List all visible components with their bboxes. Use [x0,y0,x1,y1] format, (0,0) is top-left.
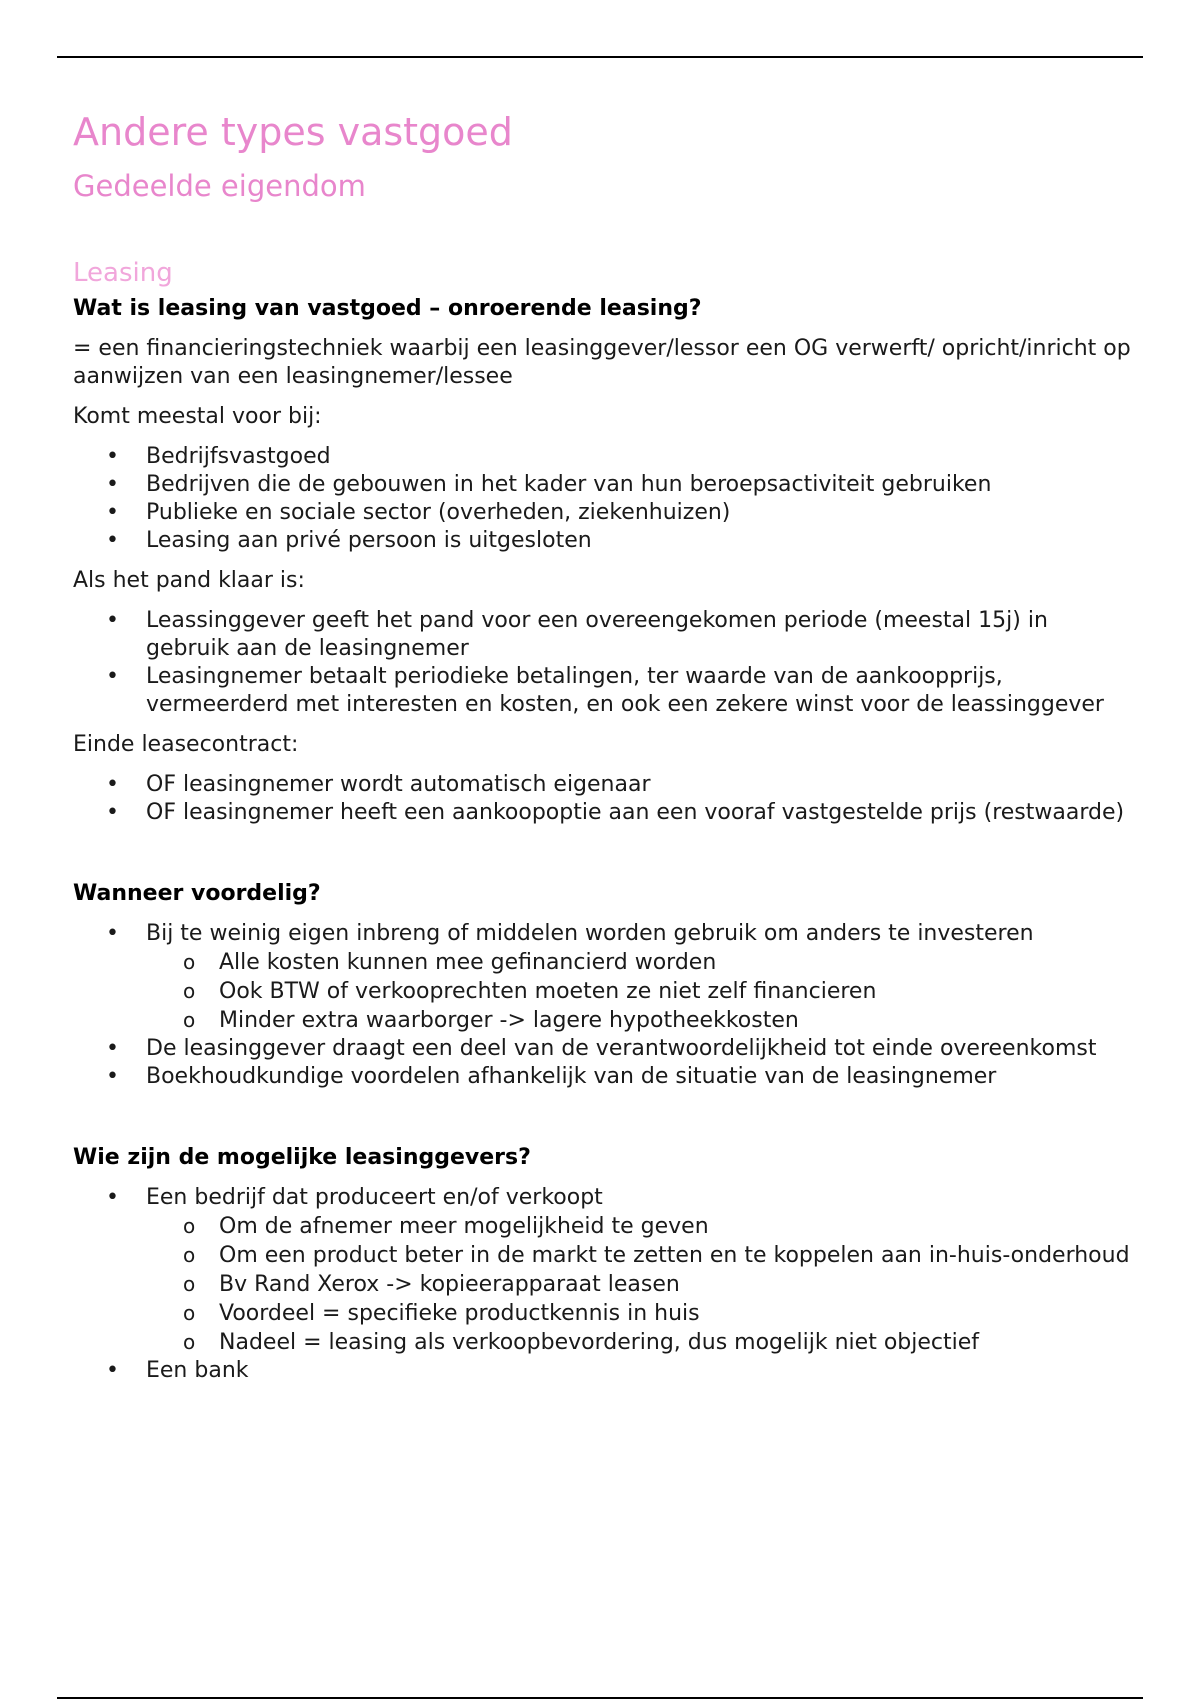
occurs-list [73,443,1133,555]
sub-list-item-text: Minder extra waarborger -> lagere hypotheekkosten [219,1008,799,1033]
page-subtitle: Gedeelde eigendom [73,169,366,203]
bullet-icon: • [106,772,119,797]
bullet-icon: • [106,1064,119,1089]
occurs-intro: Komt meestal voor bij: [73,404,322,429]
list-item-text: Bedrijfsvastgoed [146,444,331,469]
bullet-icon: • [106,1036,119,1061]
list-item-text: Publieke en sociale sector (overheden, ziekenhuizen) [146,500,731,525]
bullet-icon: • [106,921,119,946]
list-item [73,1357,1133,1385]
sub-list-item-text: Om een product beter in de markt te zetten en te koppelen aan in-huis-onderhoud [219,1243,1130,1268]
question-what-is-leasing: Wat is leasing van vastgoed – onroerende leasing? [73,296,702,321]
end-list [73,771,1133,827]
sub-list-item-text: Voordeel = specifieke productkennis in huis [219,1301,700,1326]
list-item-text: Boekhoudkundige voordelen afhankelijk van de situatie van de leasingnemer [146,1064,997,1089]
section-heading-leasing: Leasing [73,258,173,288]
definition-text: = een financieringstechniek waarbij een leasinggever/lessor een OG verwerft/ opricht/inricht op aanwijzen van een leasingnemer/lessee [73,336,1131,389]
bullet-icon: • [106,608,119,633]
list-item [73,663,1133,719]
circle-bullet-icon: o [183,950,196,974]
list-item-text: Leassinggever geeft het pand voor een overeengekomen periode (meestal 15j) in gebruik aan de leasingnemer [146,608,1048,661]
list-item [73,799,1133,827]
circle-bullet-icon: o [183,1243,196,1267]
bullet-icon: • [106,528,119,553]
bullet-icon: • [106,444,119,469]
list-item [73,771,1133,799]
bullet-icon: • [106,1358,119,1383]
list-item [73,1035,1133,1063]
sub-list-item [73,948,1133,977]
header-rule [57,56,1143,58]
list-item-text: Bedrijven die de gebouwen in het kader van hun beroepsactiviteit gebruiken [146,472,992,497]
list-item-text: Bij te weinig eigen inbreng of middelen worden gebruik om anders te investeren [146,921,1034,946]
sub-list-item-text: Ook BTW of verkooprechten moeten ze niet zelf financieren [219,979,877,1004]
end-intro: Einde leasecontract: [73,732,299,757]
list-item [73,499,1133,527]
list-item [73,1184,1133,1357]
list-item-text: OF leasingnemer wordt automatisch eigenaar [146,772,651,797]
sub-list-item-text: Alle kosten kunnen mee gefinancierd worden [219,950,717,975]
circle-bullet-icon: o [183,1272,196,1296]
advantages-list [73,920,1133,1091]
list-item [73,443,1133,471]
sub-list-item [73,1328,1133,1357]
sub-list-item-text: Om de afnemer meer mogelijkheid te geven [219,1214,709,1239]
bullet-icon: • [106,800,119,825]
footer-rule [57,1697,1143,1699]
sub-list-item [73,1241,1133,1270]
list-item-text: De leasinggever draagt een deel van de verantwoordelijkheid tot einde overeenkomst [146,1036,1097,1061]
sub-list-item [73,977,1133,1006]
list-item [73,527,1133,555]
circle-bullet-icon: o [183,1214,196,1238]
circle-bullet-icon: o [183,979,196,1003]
circle-bullet-icon: o [183,1008,196,1032]
list-item-text: OF leasingnemer heeft een aankoopoptie aan een vooraf vastgestelde prijs (restwaarde) [146,800,1125,825]
sub-list-item-text: Nadeel = leasing als verkoopbevordering, dus mogelijk niet objectief [219,1330,980,1355]
sub-list-item [73,1212,1133,1241]
sub-list [146,948,1133,1035]
circle-bullet-icon: o [183,1330,196,1354]
list-item [73,471,1133,499]
list-item-text: Een bedrijf dat produceert en/of verkoopt [146,1185,603,1210]
lessors-list [73,1184,1133,1385]
ready-intro: Als het pand klaar is: [73,568,305,593]
list-item [73,920,1133,1035]
list-item-text: Leasing aan privé persoon is uitgesloten [146,528,592,553]
page-title: Andere types vastgoed [73,110,513,154]
circle-bullet-icon: o [183,1301,196,1325]
bullet-icon: • [106,664,119,689]
bullet-icon: • [106,1185,119,1210]
ready-list [73,607,1133,719]
question-when-advantageous: Wanneer voordelig? [73,881,321,906]
list-item [73,1063,1133,1091]
document-body [73,104,1133,1385]
list-item [73,607,1133,663]
sub-list-item [73,1299,1133,1328]
sub-list [146,1212,1133,1357]
bullet-icon: • [106,472,119,497]
sub-list-item [73,1270,1133,1299]
sub-list-item [73,1006,1133,1035]
bullet-icon: • [106,500,119,525]
question-possible-lessors: Wie zijn de mogelijke leasinggevers? [73,1145,531,1170]
list-item-text: Leasingnemer betaalt periodieke betalingen, ter waarde van de aankoopprijs, vermeerderd met interesten en kosten, en ook een zekere winst voor de leassinggever [146,664,1104,717]
sub-list-item-text: Bv Rand Xerox -> kopieerapparaat leasen [219,1272,680,1297]
list-item-text: Een bank [146,1358,249,1383]
